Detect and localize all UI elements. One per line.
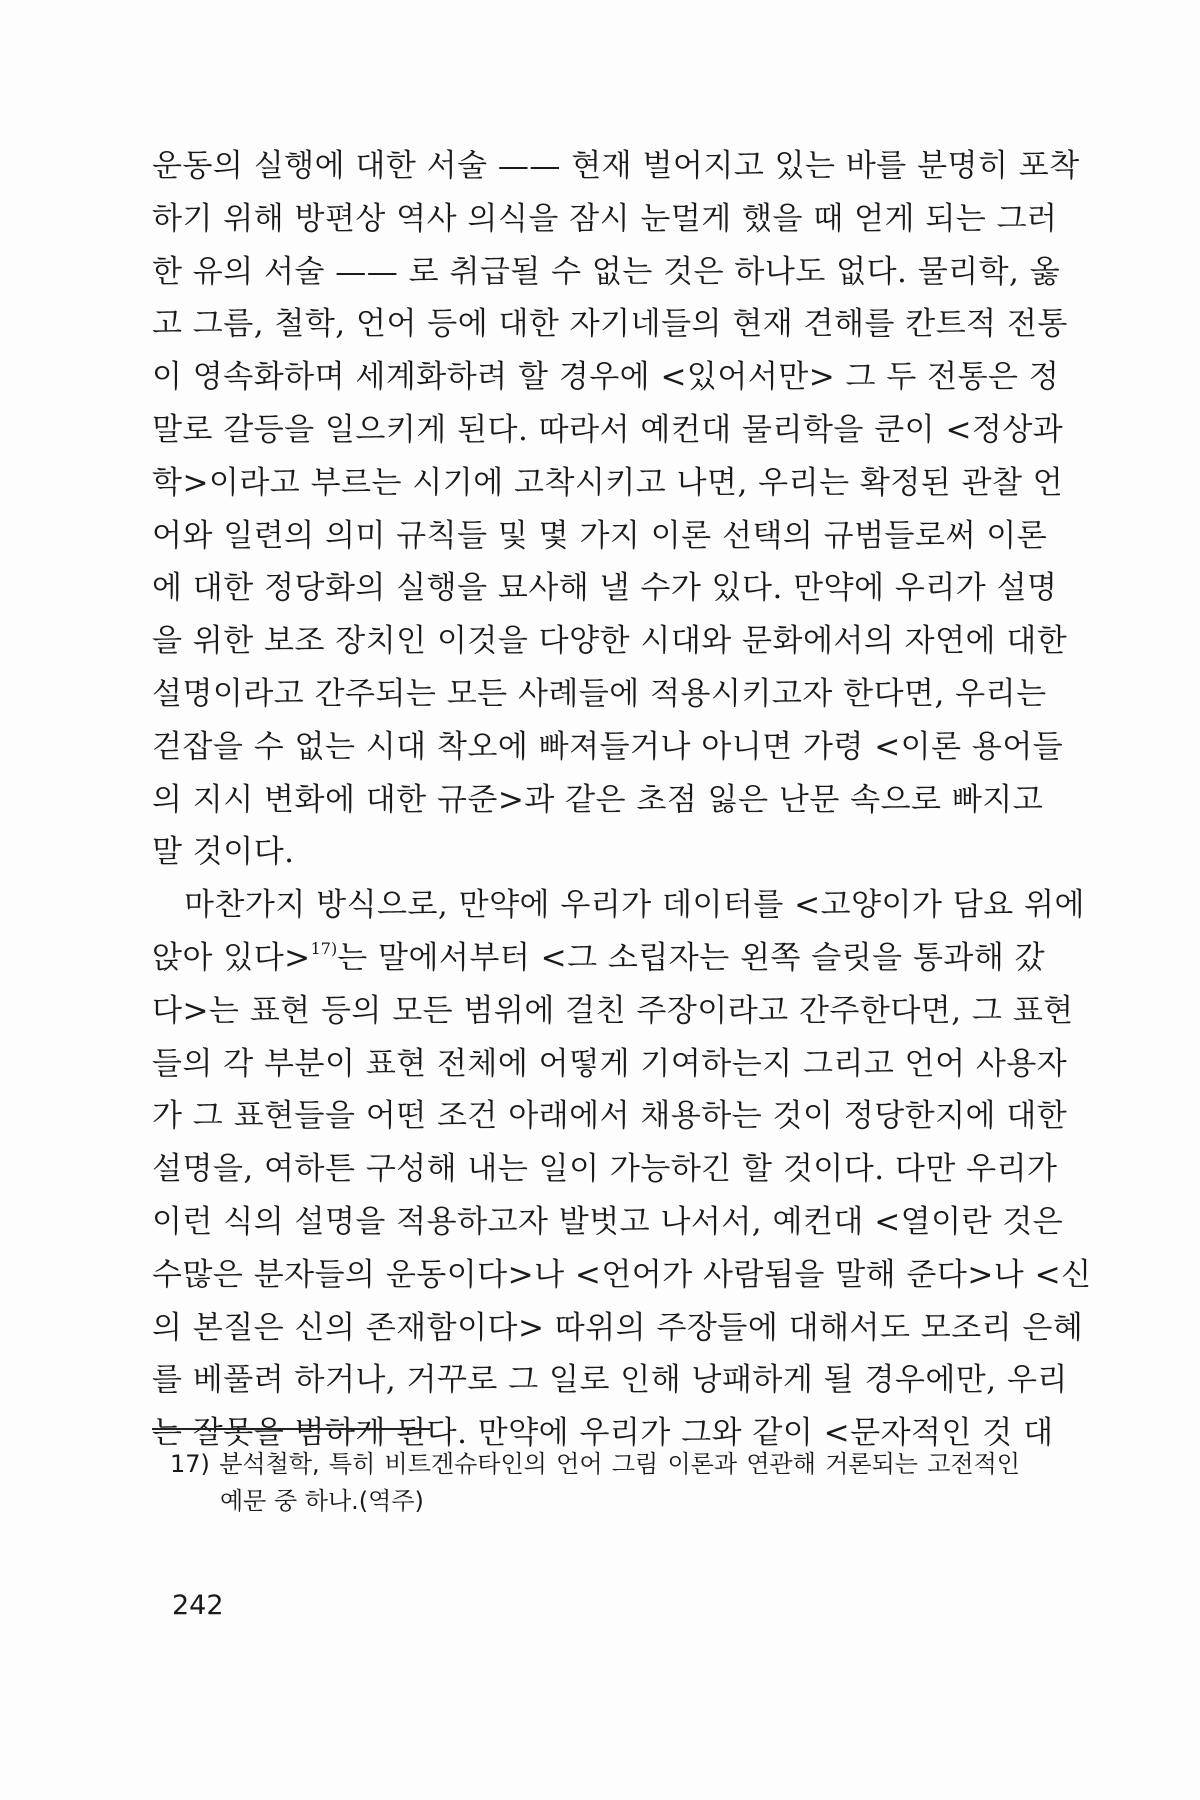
text-line: 이 영속화하며 세계화하려 할 경우에 <있어서만> 그 두 전통은 정 (152, 359, 1060, 396)
footnote-line (170, 1446, 1020, 1483)
text-line: 학>이라고 부르는 시기에 고착시키고 나면, 우리는 확정된 관찰 언 (152, 464, 1064, 501)
text-line: 한 유의 서술 —— 로 취급될 수 없는 것은 하나도 없다. 물리학, 옳 (152, 253, 1061, 290)
text-line: 의 본질은 신의 존재함이다> 따위의 주장들에 대해서도 모조리 은혜 (152, 1309, 1084, 1346)
text-line: 이런 식의 설명을 적용하고자 발벗고 나서서, 예컨대 <열이란 것은 (152, 1203, 1064, 1240)
text-line: 걷잡을 수 없는 시대 착오에 빠져들거나 아니면 가령 <이론 용어들 (152, 728, 1064, 765)
text-line: 어와 일련의 의미 규칙들 및 몇 가지 이론 선택의 규범들로써 이론 (152, 517, 1048, 554)
text-line: 는 잘못을 범하게 된다. 만약에 우리가 그와 같이 <문자적인 것 대 (152, 1415, 1054, 1452)
text-line: 설명을, 여하튼 구성해 내는 일이 가능하긴 할 것이다. 다만 우리가 (152, 1151, 1058, 1188)
text-segment: 는 말에서부터 <그 소립자는 왼쪽 슬릿을 통과해 갔 (337, 939, 1046, 976)
footnote (170, 1446, 1020, 1520)
text-line-paragraph-start: 마찬가지 방식으로, 만약에 우리가 데이터를 <고양이가 담요 위에 (184, 887, 1085, 924)
text-line: 에 대한 정당화의 실행을 묘사해 낼 수가 있다. 만약에 우리가 설명 (152, 570, 1058, 607)
text-line: 운동의 실행에 대한 서술 —— 현재 벌어지고 있는 바를 분명히 포착 (152, 148, 1080, 184)
text-line: 를 베풀려 하거나, 거꾸로 그 일로 인해 낭패하게 될 경우에만, 우리 (152, 1362, 1068, 1399)
footnote-line: 예문 중 하나.(역주) (220, 1487, 424, 1515)
footnote-reference: 17) (310, 938, 338, 958)
main-text-block (152, 140, 1092, 1460)
text-line: 을 위한 보조 장치인 이것을 다양한 시대와 문화에서의 자연에 대한 (152, 623, 1068, 660)
text-line: 의 지시 변화에 대한 규준>과 같은 초점 잃은 난문 속으로 빠지고 (152, 781, 1044, 818)
text-line: 고 그름, 철학, 언어 등에 대한 자기네들의 현재 견해를 칸트적 전통 (152, 306, 1068, 343)
footnote-number: 17) (170, 1450, 210, 1478)
text-segment: 앉아 있다> (152, 939, 311, 976)
text-line: 하기 위해 방편상 역사 의식을 잠시 눈멀게 했을 때 얻게 되는 그러 (152, 200, 1058, 237)
text-line-paragraph-end: 말 것이다. (152, 834, 295, 871)
text-line: 다>는 표현 등의 모든 범위에 걸친 주장이라고 간주한다면, 그 표현 (152, 992, 1074, 1029)
text-line: 들의 각 부분이 표현 전체에 어떻게 기여하는지 그리고 언어 사용자 (152, 1045, 1068, 1082)
text-line: 말로 갈등을 일으키게 된다. 따라서 예컨대 물리학을 쿤이 <정상과 (152, 411, 1064, 448)
page-number: 242 (172, 1590, 224, 1621)
text-line: 가 그 표현들을 어떤 조건 아래에서 채용하는 것이 정당한지에 대한 (152, 1098, 1068, 1135)
footnote-text: 분석철학, 특히 비트겐슈타인의 언어 그림 이론과 연관해 거론되는 고전적인 (219, 1450, 1020, 1478)
text-line: 설명이라고 간주되는 모든 사례들에 적용시키고자 한다면, 우리는 (152, 675, 1047, 712)
text-line: 수많은 분자들의 운동이다>나 <언어가 사람됨을 말해 준다>나 <신 (152, 1256, 1092, 1293)
footnote-separator (152, 1428, 430, 1430)
text-line-with-footnote-ref (152, 932, 1046, 985)
